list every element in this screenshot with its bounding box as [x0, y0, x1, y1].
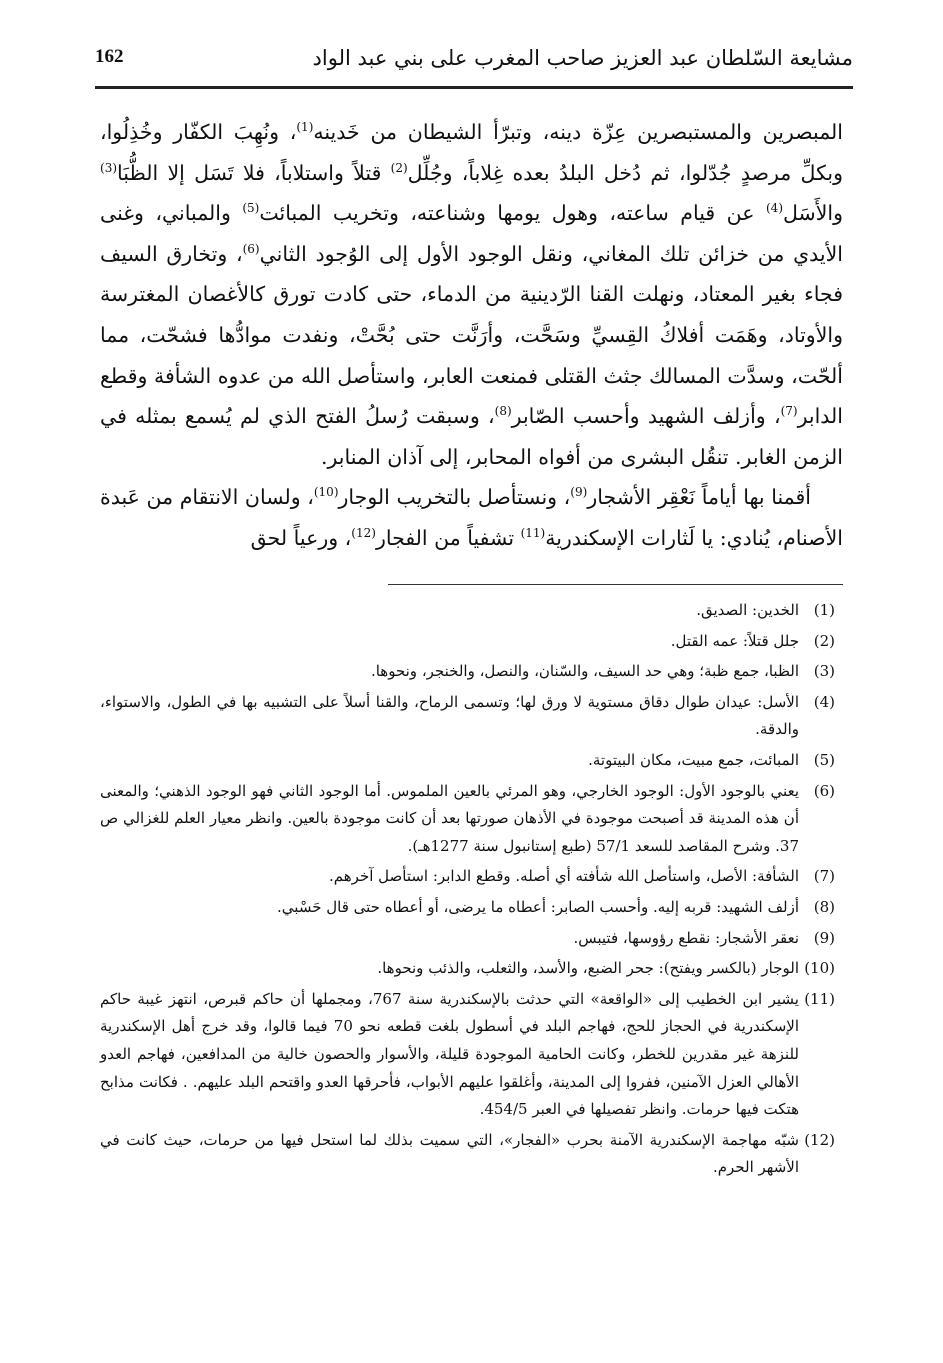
text-segment: المبصرين والمستبصرين عِزّة دينه، وتبرّأ الشيطان من خَدينه — [313, 120, 844, 144]
footnote-text: الخدين: الصديق. — [696, 601, 799, 619]
footnote-item — [100, 925, 835, 953]
footnote-ref[interactable]: (5) — [242, 201, 260, 216]
footnote-ref[interactable]: (2) — [390, 160, 408, 175]
footnote-separator — [388, 584, 843, 585]
footnote-ref[interactable]: (7) — [780, 404, 798, 419]
text-segment: والأَسَل — [783, 201, 843, 226]
text-segment: تشفياً من الفجار — [375, 525, 521, 550]
footnote-text: الشأفة: الأصل، واستأصل الله شأفته أي أصله. وقطع الدابر: استأصل آخرهم. — [329, 867, 799, 886]
text-segment: ، ورعياً لحق — [250, 525, 352, 550]
footnote-number: (2) — [813, 631, 835, 650]
footnote-text: الظبا، جمع ظبة؛ وهي حد السيف، والسّنان، والنصل، والخنجر، ونحوها. — [370, 662, 799, 681]
footnote-item — [100, 597, 835, 625]
paragraph-2 — [100, 477, 843, 558]
footnote-number: (7) — [813, 867, 835, 886]
footnotes — [100, 597, 835, 1185]
footnote-text: جلل قتلاً: عمه القتل. — [670, 631, 799, 650]
main-text — [100, 112, 843, 559]
footnote-ref[interactable]: (10) — [313, 485, 339, 500]
footnote-number: (6) — [813, 781, 835, 800]
footnote-number: (1) — [813, 601, 835, 619]
footnote-number: (11) — [804, 989, 835, 1008]
footnote-item — [100, 658, 835, 686]
text-segment: ، وأزلف الشهيد وأحسب الصّابر — [511, 404, 781, 429]
footnote-number: (12) — [804, 1130, 835, 1149]
footnote-item — [100, 628, 835, 656]
footnote-item — [100, 863, 835, 891]
text-segment: والمباني، وغنى الأيدي من خزائن تلك المغاني، ونقل الوجود الأول إلى الوُجود الثاني — [100, 201, 844, 266]
text-segment: أقمنا بها أياماً نَعْقِر الأشجار — [587, 485, 811, 510]
footnote-item — [100, 778, 835, 861]
text-segment: عن قيام ساعته، وهول يومها وشناعته، وتخريب المبائت — [259, 201, 766, 226]
footnote-item — [100, 1127, 835, 1182]
footnote-number: (9) — [813, 928, 835, 947]
footnote-text: الأسل: عيدان طوال دقاق مستوية لا ورق لها؛ وتسمى الرماح، والقنا أسلاً على التشبيه بها في الطول، والاستواء، والدقة. — [100, 692, 799, 739]
footnote-number: (10) — [804, 959, 835, 978]
footnote-text: الوجار (بالكسر ويفتح): جحر الضبع، والأسد، والثعلب، والذئب ونحوها. — [377, 959, 799, 978]
footnote-text: أزلف الشهيد: قربه إليه. وأحسب الصابر: أعطاه ما يرضى، أو أعطاه حتى قال حَسْبي. — [277, 897, 799, 916]
footnote-ref[interactable]: (4) — [765, 201, 783, 216]
footnote-text: شبّه مهاجمة الإسكندرية الآمنة بحرب «الفجار»، التي سميت بذلك لما استحل فيها من حرمات، حيث كانت في الأشهر الحرم. — [100, 1130, 799, 1177]
footnote-number: (5) — [813, 750, 835, 769]
footnote-text: نعقر الأشجار: نقطع رؤوسها، فتيبس. — [573, 928, 799, 947]
text-segment: ، وسبقت رُسلُ الفتح الذي لم يُسمع بمثله في الزمن الغابر. تنقُل البشرى من أفواه المحابر، إلى آذان المنابر. — [100, 404, 843, 469]
text-segment: قتلاً واستلاباً، فلا تَسَل إلا الظُّبَا — [117, 160, 391, 185]
footnote-text: المبائت، جمع مبيت، مكان البيتوتة. — [588, 750, 799, 769]
footnote-ref[interactable]: (8) — [494, 404, 512, 419]
footnote-ref[interactable]: (12) — [351, 526, 376, 541]
page-number: 162 — [95, 46, 124, 67]
footnote-item — [100, 894, 835, 922]
footnote-ref[interactable]: (11) — [520, 526, 546, 541]
footnote-item — [100, 689, 835, 744]
footnote-item — [100, 986, 835, 1124]
footnote-item — [100, 955, 835, 983]
footnote-number: (4) — [813, 692, 835, 711]
footnote-number: (8) — [813, 897, 835, 916]
footnote-ref[interactable]: (6) — [242, 241, 260, 256]
page-header — [95, 40, 853, 86]
footnote-item — [100, 747, 835, 775]
running-title: مشايعة السّلطان عبد العزيز صاحب المغرب على بني عبد الواد — [312, 46, 853, 70]
paragraph-1 — [100, 112, 843, 477]
footnote-text: يعني بالوجود الأول: الوجود الخارجي، وهو المرئي بالعين الملموس. أما الوجود الثاني فهو الوجود الذهني؛ والمعنى أن هذه المدينة قد أصبحت موجودة في الأذهان صورتها بعد أن كانت موجودة بالعين. وانظر معيار العلم للغزالي ص 37. وشرح المقاصد للسعد 57/1 (طبع إستانبول سنة 1277هـ). — [100, 781, 799, 855]
text-segment: ، ولسان الانتقام من عَبدة الأصنام، يُنادي: يا لَثارات الإسكندرية — [100, 485, 843, 550]
text-segment: ، ونستأصل بالتخريب الوجار — [338, 485, 571, 510]
footnote-text: يشير ابن الخطيب إلى «الواقعة» التي حدثت بالإسكندرية سنة 767، ومجملها أن حاكم قبرص، انتهز غيبة حاكم الإسكندرية في الحجاز للحج، فهاجم البلد في أسطول بلغت قطعه نحو 70 فيما قالوا، وقد خرج أهل الإسكندرية للنزهة غير مقدرين للخطر، وكانت الحامية الموجودة قليلة، والأسوار والحصون خالية من المدافعين، فهاجم العدو الأهالي العزل الآمنين، ففروا إلى المدينة، وأغلقوا عليهم الأبواب، فأحرقها العدو واقتحم البلد عليهم. . فكانت مذابح هتكت فيها حرمات. وانظر تفصيلها في العبر 454/5. — [100, 989, 799, 1119]
text-segment: ، ونُهِبَ الكفّار وخُذِلُوا، وبكلِّ مرصدٍ جُدّلوا، ثم دُخل البلدُ بعده غِلاباً، وجُلِّل — [100, 120, 843, 185]
footnote-ref[interactable]: (9) — [570, 485, 588, 500]
header-rule — [95, 86, 853, 89]
footnote-ref[interactable]: (3) — [100, 160, 118, 175]
footnote-ref[interactable]: (1) — [296, 120, 314, 135]
footnote-number: (3) — [813, 662, 835, 681]
text-segment: ، وتخارق السيف فجاء بغير المعتاد، ونهلت القنا الرّدينية من الدماء، حتى كادت تورق كالأغصان المغترسة والأوتاد، وهَمَت أفلاكُ القِسيِّ وسَحَّت، وأرَنَّت حتى بُحَّتْ، ونفدت موادُّها فشحّت، مما ألحّت، وسدَّت المسالك جثث القتلى فمنعت العابر، واستأصل الله من عدوه الشأفة وقطع الدابر — [100, 241, 843, 429]
